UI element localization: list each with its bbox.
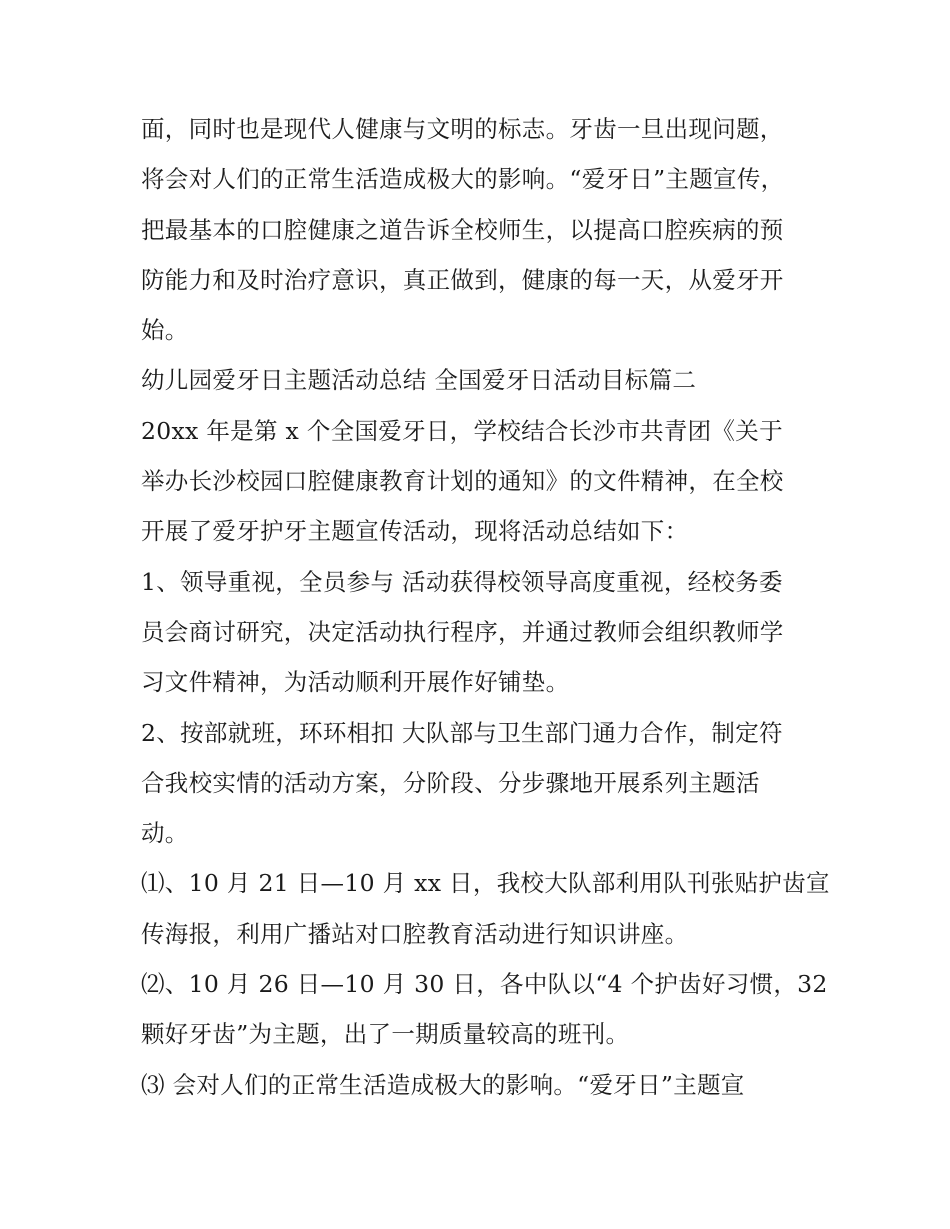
sub-item-1: ⑴、10 月 21 日—10 月 xx 日，我校大队部利用队刊张贴护齿宣: [141, 869, 830, 898]
text-line: 20xx 年是第 x 个全国爱牙日，学校结合长沙市共青团《关于: [141, 416, 783, 445]
list-item-2: 2、按部就班，环环相扣 大队部与卫生部门通力合作，制定符: [141, 718, 783, 747]
sub-item-2: ⑵、10 月 26 日—10 月 30 日，各中队以“4 个护齿好习惯，32: [141, 970, 828, 999]
text-line: 面，同时也是现代人健康与文明的标志。牙齿一旦出现问题，: [141, 115, 784, 143]
text-line: 颗好牙齿”为主题，出了一期质量较高的班刊。: [141, 1020, 630, 1049]
text-line: 合我校实情的活动方案，分阶段、分步骤地开展系列主题活: [141, 768, 760, 797]
sub-item-3: ⑶ 会对人们的正常生活造成极大的影响。“爱牙日”主题宣: [141, 1070, 745, 1099]
text-line: 习文件精神，为活动顺利开展作好铺垫。: [141, 668, 570, 697]
list-item-1: 1、领导重视，全员参与 活动获得校领导高度重视，经校务委: [141, 567, 783, 596]
text-line: 员会商讨研究，决定活动执行程序，并通过教师会组织教师学: [141, 617, 784, 646]
text-line: 将会对人们的正常生活造成极大的影响。“爱牙日”主题宣传，: [141, 165, 785, 194]
text-line: 开展了爱牙护牙主题宣传活动，现将活动总结如下：: [141, 517, 689, 546]
text-line: 把最基本的口腔健康之道告诉全校师生，以提高口腔疾病的预: [141, 215, 784, 244]
text-line: 始。: [141, 316, 189, 345]
document-body: [141, 104, 830, 1110]
text-line: 传海报，利用广播站对口腔教育活动进行知识讲座。: [141, 919, 689, 948]
text-line: 防能力和及时治疗意识，真正做到，健康的每一天，从爱牙开: [141, 265, 784, 294]
text-line: 动。: [141, 819, 189, 848]
section-heading: 幼儿园爱牙日主题活动总结 全国爱牙日活动目标篇二: [141, 366, 697, 395]
text-line: 举办长沙校园口腔健康教育计划的通知》的文件精神，在全校: [141, 467, 784, 496]
